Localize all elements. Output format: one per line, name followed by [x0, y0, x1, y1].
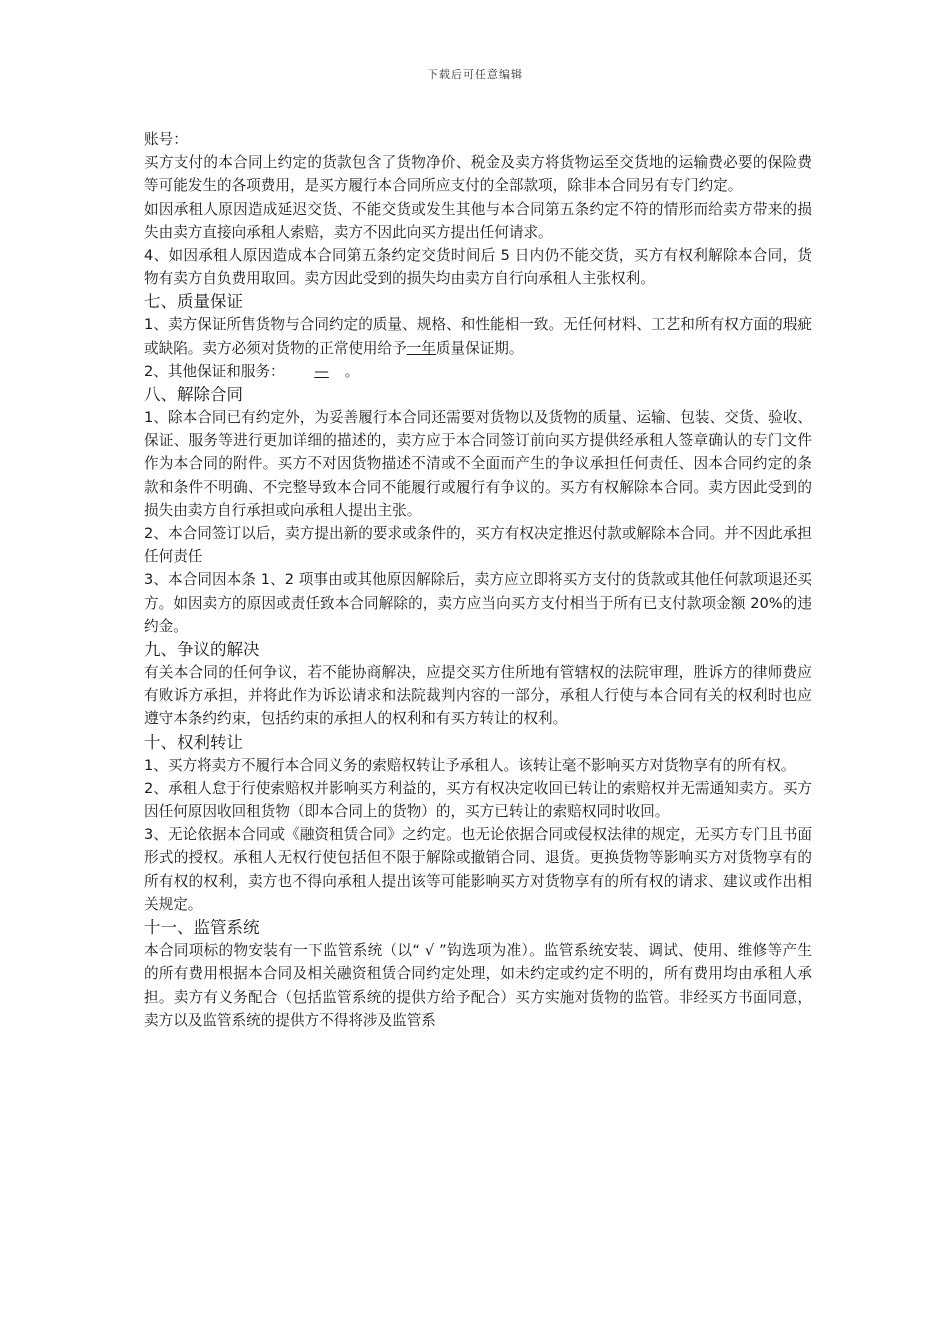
- section-heading-dispute: 九、争议的解决: [144, 640, 260, 660]
- paragraph-dispute: 有关本合同的任何争议，若不能协商解决，应提交买方住所地有管辖权的法院审理，胜诉方的律师费应有败诉方承担，并将此作为诉讼请求和法院裁判内容的一部分，承租人行使与本合同有关的权利时也应遵守本条约约束，包括约束的承担人的权利和有买方转让的权利。: [144, 664, 812, 728]
- paragraph-termination-2: 2、本合同签订以后，卖方提出新的要求或条件的，买方有权决定推迟付款或解除本合同。并不因此承担任何责任: [144, 525, 812, 566]
- other-warranty-label: 2、其他保证和服务：: [144, 362, 285, 380]
- paragraph-assignment-1: 1、买方将卖方不履行本合同义务的索赔权转让予承租人。该转让毫不影响买方对货物享有的所有权。: [144, 756, 796, 774]
- section-heading-monitoring: 十一、监管系统: [144, 918, 260, 938]
- other-warranty-end: 。: [344, 362, 360, 380]
- section-heading-assignment: 十、权利转让: [144, 732, 243, 752]
- paragraph-payment-scope: 买方支付的本合同上约定的货款包含了货物净价、税金及卖方将货物运至交货地的运输费必要的保险费等可能发生的各项费用，是买方履行本合同所应支付的全部款项，除非本合同另有专门约定。: [144, 154, 812, 195]
- paragraph-monitoring: 本合同项标的物安装有一下监管系统（以“ √ ”钩选项为准）。监管系统安装、调试、使用、维修等产生的所有费用根据本合同及相关融资租赁合同约定处理，如未约定或约定不明的，所有费用均由承租人承担。卖方有义务配合（包括监管系统的提供方给予配合）买方实施对货物的监管。非经买方书面同意，卖方以及监管系统的提供方不得将涉及监管系: [144, 942, 812, 1029]
- paragraph-assignment-2: 2、承租人怠于行使索赔权并影响买方利益的，买方有权决定收回已转让的索赔权并无需通知卖方。买方因任何原因收回租货物（即本合同上的货物）的，买方已转让的索赔权同时收回。: [144, 779, 812, 821]
- page-header: 下载后可任意编辑: [427, 68, 523, 81]
- warranty-period: 一年: [406, 339, 436, 357]
- paragraph-delay-claim: 如因承租人原因造成延迟交货、不能交货或发生其他与本合同第五条约定不符的情形而给卖方带来的损失由卖方直接向承租人索赔，卖方不因此向买方提出任何请求。: [144, 200, 812, 241]
- section-heading-termination: 八、解除合同: [144, 385, 243, 405]
- paragraph-quality-warranty: [144, 313, 812, 359]
- document-body: [144, 128, 812, 1032]
- warranty-text: 1、卖方保证所售货物与合同约定的质量、规格、和性能相一致。无任何材料、工艺和所有权方面的瑕疵或缺陷。卖方必须对货物的正常使用给予: [144, 316, 812, 357]
- paragraph-assignment-3: 3、无论依据本合同或《融资租赁合同》之约定。也无论依据合同或侵权法律的规定，无买方专门且书面形式的授权。承租人无权行使包括但不限于解除或撤销合同、退货。更换货物等影响买方对货物享有的所有权的权利，卖方也不得向承租人提出该等可能影响买方对货物享有的所有权的请求、建议或作出相关规定。: [144, 826, 812, 913]
- section-heading-quality: 七、质量保证: [144, 292, 243, 312]
- paragraph-other-warranty: [144, 360, 812, 383]
- other-warranty-blank: —: [314, 362, 329, 380]
- paragraph-termination-3: 3、本合同因本条 1、2 项事由或其他原因解除后，卖方应立即将买方支付的货款或其他任何款项退还买方。如因卖方的原因或责任致本合同解除的，卖方应当向买方支付相当于所有已支付款项金额 20%的违约金。: [144, 571, 812, 635]
- warranty-text-end: 质量保证期。: [435, 339, 524, 357]
- paragraph-termination-1: 1、除本合同已有约定外，为妥善履行本合同还需要对货物以及货物的质量、运输、包装、交货、验收、保证、服务等进行更加详细的描述的，卖方应于本合同签订前向买方提供经承租人签章确认的专门文件作为本合同的附件。买方不对因货物描述不清或不全面而产生的争议承担任何责任、因本合同约定的条款和条件不明确、不完整导致本合同不能履行或履行有争议的。买方有权解除本合同。卖方因此受到的损失由卖方自行承担或向承租人提出主张。: [144, 409, 812, 519]
- paragraph-account: 账号：: [144, 131, 188, 148]
- paragraph-termination-delivery: 4、如因承租人原因造成本合同第五条约定交货时间后 5 日内仍不能交货，买方有权利解除本合同，货物有卖方自负费用取回。卖方因此受到的损失均由卖方自行向承租人主张权利。: [144, 247, 812, 288]
